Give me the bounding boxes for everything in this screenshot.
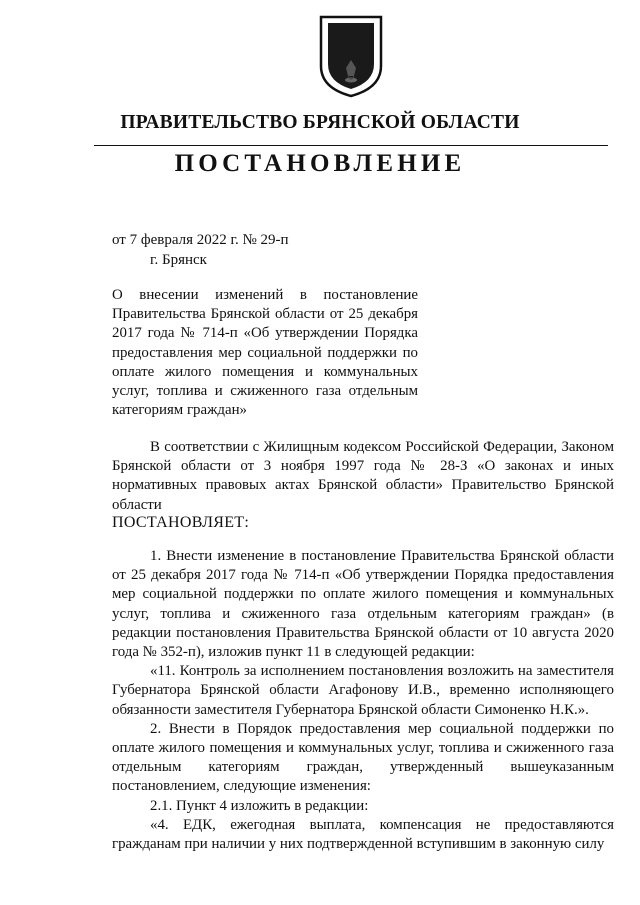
header-divider: [94, 145, 608, 146]
document-date-number: от 7 февраля 2022 г. № 29-п: [112, 232, 289, 248]
clause-1: 1. Внести изменение в постановление Правительства Брянской области от 25 декабря 2017 года № 714-п «Об утверждении Порядка предоставления мер социальной поддержки по оплате жилого помещения и коммунальных услуг, топлива и сжиженного газа отдельным категориям граждан» (в редакции постановления Правительства Брянской области от 10 августа 2020 года № 352-п), изложив пункт 11 в следующей редакции:: [112, 548, 614, 661]
coat-of-arms-icon: [318, 14, 384, 98]
preamble-paragraph: В соответствии с Жилищным кодексом Российской Федерации, Законом Брянской области от 3 ноября 1997 года № 28-З «О законах и иных нормативных правовых актах Брянской области» Правительство Брянской области: [112, 439, 614, 513]
clause-2-1: 2.1. Пункт 4 изложить в редакции:: [150, 797, 369, 814]
document-subject: О внесении изменений в постановление Правительства Брянской области от 25 декабря 2017 года № 714-п «Об утверждении Порядка предоставления мер социальной поддержки по оплате жилого помещения и коммунальных услуг, топлива и сжиженного газа отдельным категориям граждан»: [112, 287, 418, 419]
document-type-title: ПОСТАНОВЛЕНИЕ: [174, 150, 466, 177]
clause-1-quote: «11. Контроль за исполнением постановления возложить на заместителя Губернатора Брянской области Агафонову И.В., временно исполняющего обязанности заместителя Губернатора Брянской области Симоненко Н.К.».: [112, 663, 614, 718]
government-name: ПРАВИТЕЛЬСТВО БРЯНСКОЙ ОБЛАСТИ: [120, 112, 520, 133]
document-body: [112, 547, 614, 854]
clause-2-1-quote: «4. ЕДК, ежегодная выплата, компенсация не предоставляются гражданам при наличии у них подтвержденной вступившим в законную силу: [112, 816, 614, 853]
clause-2: 2. Внести в Порядок предоставления мер социальной поддержки по оплате жилого помещения и коммунальных услуг, топлива и сжиженного газа отдельным категориям граждан, утвержденный вышеуказанным постановлением, следующие изменения:: [112, 720, 614, 795]
resolve-heading: ПОСТАНОВЛЯЕТ:: [112, 514, 250, 531]
document-city: г. Брянск: [150, 252, 207, 268]
